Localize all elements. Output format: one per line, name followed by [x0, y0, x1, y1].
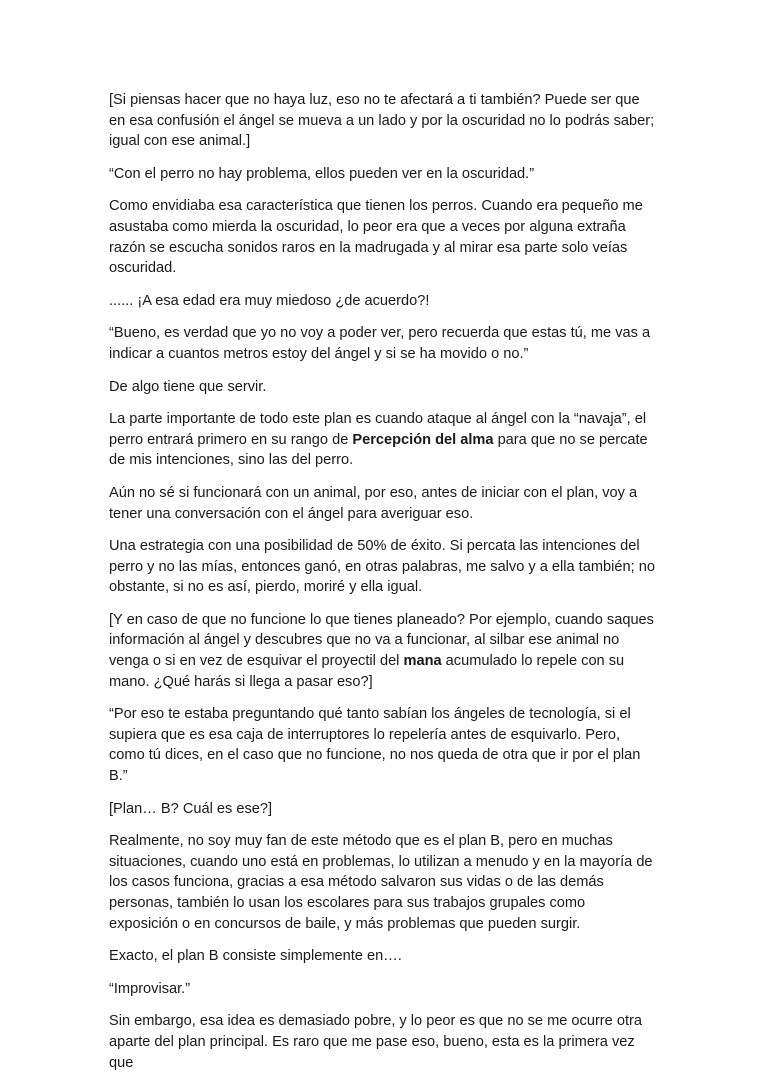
text-run: [Plan… B? Cuál es ese?]	[109, 800, 273, 817]
paragraph	[109, 291, 658, 312]
bold-term-mana: mana	[403, 653, 442, 670]
text-run: [Y en caso de que no funcione lo que tienes planeado? Por ejemplo, cuando saques información al ángel y descubres que no va a funcionar, al silbar ese animal no venga o si en vez de esquivar el proyectil del	[109, 611, 654, 670]
paragraph	[109, 1011, 658, 1073]
bold-term-percepcion-del-alma: Percepción del alma	[352, 431, 494, 448]
text-run: La parte importante de todo este plan es cuando ataque al ángel con la “navaja”, el perro entrará primero en su rango de	[109, 411, 647, 448]
text-run: ...... ¡A esa edad era muy miedoso ¿de acuerdo?!	[109, 292, 430, 309]
paragraph	[109, 536, 658, 598]
text-run: Una estrategia con una posibilidad de 50% de éxito. Si percata las intenciones del perro y no las mías, entonces ganó, en otras palabras, me salvo y a ella también; no obstante, si no es así, pierdo, moriré y ella igual.	[109, 538, 655, 596]
text-run: acumulado lo repele con su mano. ¿Qué harás si llega a pasar eso?]	[109, 653, 625, 690]
paragraph	[109, 164, 658, 185]
paragraph	[109, 979, 658, 1000]
paragraph	[109, 196, 658, 278]
text-run: Realmente, no soy muy fan de este método que es el plan B, pero en muchas situaciones, cuando uno está en problemas, lo utilizan a menudo y en la mayoría de los casos funciona, gracias a esa método salvaron sus vidas o de las demás personas, también lo usan los escolares para sus trabajos grupales como exposición o en concursos de baile, y más problemas que pueden surgir.	[109, 833, 653, 932]
paragraph	[109, 377, 658, 398]
text-run: “Improvisar.”	[109, 980, 191, 997]
text-run: Como envidiaba esa característica que tienen los perros. Cuando era pequeño me asustaba como mierda la oscuridad, lo peor era que a veces por alguna extraña razón se escucha sonidos raros en la madrugada y al mirar esa parte solo veías oscuridad.	[109, 198, 643, 277]
paragraph	[109, 90, 658, 152]
text-run: Sin embargo, esa idea es demasiado pobre, y lo peor es que no se me ocurre otra aparte del plan principal. Es raro que me pase eso, bueno, esta es la primera vez que	[109, 1013, 642, 1071]
paragraph	[109, 946, 658, 967]
paragraph	[109, 799, 658, 820]
paragraph	[109, 704, 658, 786]
paragraph	[109, 483, 658, 524]
text-run: De algo tiene que servir.	[109, 378, 267, 395]
paragraph	[109, 610, 658, 692]
text-run: “Por eso te estaba preguntando qué tanto sabían los ángeles de tecnología, si el supiera que es esa caja de interruptores lo repelería antes de esquivarlo. Pero, como tú dices, en el caso que no funcione, no nos queda de otra que ir por el plan B.”	[109, 706, 641, 785]
text-run: para que no se percate de mis intenciones, sino las del perro.	[109, 431, 648, 469]
paragraph	[109, 323, 658, 364]
paragraph	[109, 831, 658, 934]
text-run: [Si piensas hacer que no haya luz, eso no te afectará a ti también? Puede ser que en esa confusión el ángel se mueva a un lado y por la oscuridad no lo podrás saber; igual con ese animal.]	[109, 92, 655, 150]
paragraph	[109, 409, 658, 471]
text-run: Exacto, el plan B consiste simplemente en….	[109, 948, 402, 965]
text-run: “Bueno, es verdad que yo no voy a poder ver, pero recuerda que estas tú, me vas a indicar a cuantos metros estoy del ángel y si se ha movido o no.”	[109, 325, 651, 362]
text-run: Aún no sé si funcionará con un animal, por eso, antes de iniciar con el plan, voy a tener una conversación con el ángel para averiguar eso.	[109, 484, 638, 522]
text-run: “Con el perro no hay problema, ellos pueden ver en la oscuridad.”	[109, 165, 535, 182]
